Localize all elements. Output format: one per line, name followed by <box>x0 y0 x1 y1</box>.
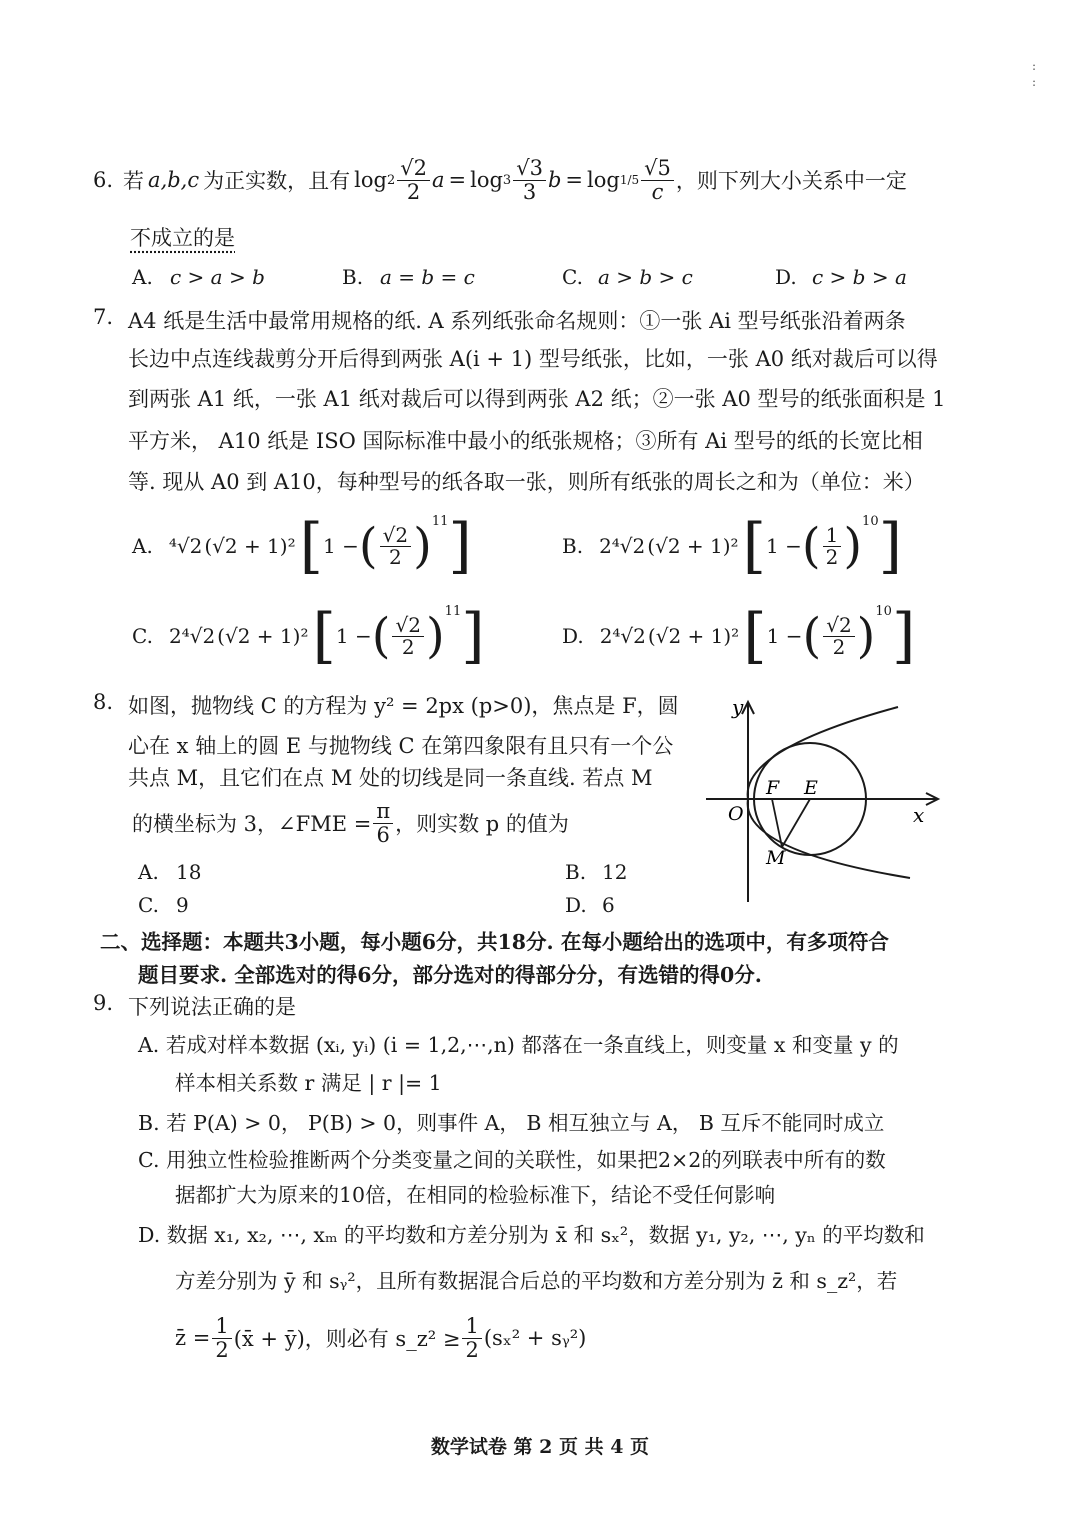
option-label: B. <box>565 860 587 884</box>
exponent: 11 <box>431 514 449 529</box>
option-label: B. <box>562 534 584 558</box>
question-7-line: A4 纸是生活中最常用规格的纸. A 系列纸张命名规则：①一张 Ai 型号纸张沿着两条 <box>128 309 906 333</box>
bracket-left: [ <box>299 511 324 581</box>
bracket-right: ] <box>461 601 485 671</box>
question-8-line: 心在 x 轴上的圆 E 与抛物线 C 在第四象限有且只有一个公 <box>128 734 674 758</box>
option-value: 12 <box>602 860 628 884</box>
fraction-half <box>212 1315 231 1360</box>
fraction <box>823 612 854 659</box>
option-label: D. <box>775 265 797 289</box>
option-coef: 2⁴√2 <box>599 624 646 648</box>
question-7-line: 平方米， A10 纸是 ISO 国际标准中最小的纸张规格；③所有 Ai 型号的纸的长宽比相 <box>128 429 923 453</box>
question-7-line: 长边中点连线裁剪分开后得到两张 A(i + 1) 型号纸张，比如，一张 A0 纸对裁后可以得 <box>128 347 938 371</box>
one-minus: 1 − <box>323 534 359 558</box>
var-a: a <box>431 168 445 192</box>
option-coef: ⁴√2 <box>168 534 203 558</box>
edge-mark: : <box>1031 75 1036 89</box>
option-value: 9 <box>176 893 189 917</box>
q9-option-b: B. 若 P(A) > 0， P(B) > 0，则事件 A， B 相互独立与 A， B 互斥不能同时成立 <box>138 1111 885 1135</box>
edge-mark: : <box>1031 59 1036 73</box>
fig-label-y: y <box>732 695 744 719</box>
fraction <box>823 522 842 569</box>
exponent: 11 <box>444 604 462 619</box>
fraction-3 <box>641 157 674 202</box>
log-2: log <box>470 168 503 192</box>
option-label: A. <box>132 265 153 289</box>
fraction-num: 1 <box>462 1315 481 1338</box>
option-value: c > b > a <box>812 265 907 289</box>
equals: = <box>448 168 467 192</box>
q9-option-d-line-2: 方差分别为 ȳ 和 sᵧ²，且所有数据混合后总的平均数和方差分别为 z̄ 和 s_z²，若 <box>175 1269 898 1293</box>
option-value: 18 <box>176 860 202 884</box>
parabola-circle-figure <box>700 690 950 905</box>
q7-option-a <box>132 508 472 584</box>
option-factor: (√2 + 1)² <box>204 534 296 558</box>
fraction-den: 2 <box>401 634 415 659</box>
option-label: D. <box>562 624 584 648</box>
option-value: a = b = c <box>380 265 475 289</box>
fraction-num: π <box>373 800 393 823</box>
fig-label-m: M <box>766 847 786 869</box>
option-label: B. <box>342 265 364 289</box>
fraction <box>380 522 411 569</box>
paren-right: ) <box>413 518 432 574</box>
fraction-den: 3 <box>522 179 537 204</box>
q8-text: ，则实数 p 的值为 <box>395 812 569 836</box>
option-label: C. <box>562 265 583 289</box>
fraction-den: 2 <box>388 544 402 569</box>
log-base-1: 2 <box>386 172 396 188</box>
fraction-den: 2 <box>465 1337 479 1362</box>
log-base-3: 1/5 <box>619 173 640 187</box>
question-6-line-1 <box>93 150 907 210</box>
fraction-num: 1 <box>823 525 842 547</box>
question-number: 7. <box>93 305 114 329</box>
fig-label-x: x <box>913 803 925 827</box>
log-base-2: 3 <box>502 172 512 188</box>
section-2-heading: 二、选择题：本题共3小题，每小题6分，共18分. 在每小题给出的选项中，有多项符合 <box>100 930 889 954</box>
var-b: b <box>547 168 562 192</box>
fraction-num: √2 <box>380 525 411 547</box>
fraction-num: √3 <box>513 157 546 180</box>
option-label: C. <box>132 624 153 648</box>
q6-vars: a,b,c <box>148 168 200 192</box>
option-coef: 2⁴√2 <box>168 624 216 648</box>
q9-d-text: (x̄ + ȳ)，则必有 s_z² ≥ <box>233 1327 461 1351</box>
question-8-line: 如图，抛物线 C 的方程为 y² = 2px (p>0)，焦点是 F，圆 <box>128 694 679 718</box>
fraction-1 <box>397 157 430 202</box>
one-minus: 1 − <box>766 534 802 558</box>
q9-option-d-line-1: D. 数据 x₁, x₂, ⋯, xₘ 的平均数和方差分别为 x̄ 和 sₓ²，数据 y₁, y₂, ⋯, yₙ 的平均数和 <box>138 1223 925 1247</box>
fraction-num: √5 <box>641 157 674 180</box>
q7-option-d <box>562 598 915 674</box>
q9-d-text: z̄ = <box>175 1326 211 1350</box>
page-footer: 数学试卷 第 2 页 共 4 页 <box>430 1436 650 1458</box>
q7-option-b <box>562 508 902 584</box>
option-label: A. <box>138 860 159 884</box>
fig-label-f: F <box>766 777 780 799</box>
option-label: D. <box>565 893 587 917</box>
exponent: 10 <box>862 514 879 529</box>
q9-option-c-line-1: C. 用独立性检验推断两个分类变量之间的关联性，如果把2×2的列联表中所有的数 <box>138 1148 886 1172</box>
option-factor: (√2 + 1)² <box>647 624 740 648</box>
q6-tail: ，则下列大小关系中一定 <box>675 169 907 193</box>
q9-d-text: (sₓ² + sᵧ²) <box>483 1326 587 1350</box>
section-2-heading-line-2: 题目要求. 全部选对的得6分，部分选对的得部分分，有选错的得0分. <box>138 963 762 987</box>
fraction-num: 1 <box>212 1315 231 1338</box>
bracket-right: ] <box>891 601 916 671</box>
question-8-line-4 <box>132 795 569 851</box>
segment-em <box>782 799 810 847</box>
fraction-num: √2 <box>823 615 854 637</box>
question-6-line-2: 不成立的是 <box>130 226 235 250</box>
question-number: 9. <box>93 991 114 1015</box>
bracket-left: [ <box>742 511 766 581</box>
fraction-num: √2 <box>392 615 423 637</box>
q9-option-d-line-3 <box>175 1308 586 1368</box>
option-coef: 2⁴√2 <box>599 534 646 558</box>
bracket-right: ] <box>448 511 472 581</box>
option-value: c > a > b <box>170 265 265 289</box>
question-9-stem: 下列说法正确的是 <box>128 995 296 1019</box>
paren-left: ( <box>801 518 821 574</box>
edge-marks <box>1032 58 1036 90</box>
log-1: log <box>354 168 387 192</box>
fraction-den: 2 <box>406 179 421 204</box>
paren-left: ( <box>371 608 391 664</box>
q9-option-a-line-1: A. 若成对样本数据 (xᵢ, yᵢ) (i = 1,2,⋯,n) 都落在一条直线上，则变量 x 和变量 y 的 <box>138 1033 899 1057</box>
fraction <box>392 612 423 659</box>
q9-option-c-line-2: 据都扩大为原来的10倍，在相同的检验标准下，结论不受任何影响 <box>175 1183 776 1207</box>
fraction-half <box>462 1315 481 1360</box>
question-8-line: 共点 M，且它们在点 M 处的切线是同一条直线. 若点 M <box>128 766 653 790</box>
option-factor: (√2 + 1)² <box>217 624 309 648</box>
bracket-left: [ <box>743 601 767 671</box>
log-3: log <box>587 168 620 192</box>
fraction-den: 2 <box>825 544 839 569</box>
question-7-line: 等. 现从 A0 到 A10，每种型号的纸各取一张，则所有纸张的周长之和为（单位：米） <box>128 470 925 494</box>
question-7-line: 到两张 A1 纸，一张 A1 纸对裁后可以得到两张 A2 纸；②一张 A0 型号的纸张面积是 1 <box>128 387 946 411</box>
one-minus: 1 − <box>335 624 372 648</box>
fraction-den: 2 <box>832 634 846 659</box>
paren-right: ) <box>843 518 863 574</box>
paren-left: ( <box>358 518 378 574</box>
paren-left: ( <box>802 608 822 664</box>
q6-text: 为正实数，且有 <box>203 169 351 193</box>
question-number: 8. <box>93 690 114 714</box>
q9-option-a-line-2: 样本相关系数 r 满足 | r |= 1 <box>175 1071 442 1095</box>
q8-text: 的横坐标为 3，∠FME = <box>132 812 372 836</box>
fraction-den: c <box>651 179 664 204</box>
option-value: a > b > c <box>598 265 693 289</box>
q7-option-c <box>132 598 485 674</box>
fraction-num: √2 <box>397 157 430 180</box>
fraction-pi-6 <box>373 800 393 845</box>
paren-right: ) <box>425 608 445 664</box>
question-number: 6. <box>93 168 114 192</box>
fraction-den: 6 <box>376 822 390 847</box>
option-label: C. <box>138 893 159 917</box>
fig-label-e: E <box>804 777 818 799</box>
paren-right: ) <box>856 608 876 664</box>
q6-lead: 若 <box>123 169 145 193</box>
option-label: A. <box>132 534 153 558</box>
equals: = <box>565 168 584 192</box>
fraction-2 <box>513 157 546 202</box>
option-value: 6 <box>602 893 615 917</box>
option-factor: (√2 + 1)² <box>647 534 739 558</box>
fraction-den: 2 <box>215 1337 229 1362</box>
one-minus: 1 − <box>766 624 803 648</box>
bracket-left: [ <box>312 601 336 671</box>
exponent: 10 <box>875 604 892 619</box>
fig-label-o: O <box>728 803 744 825</box>
bracket-right: ] <box>878 511 903 581</box>
